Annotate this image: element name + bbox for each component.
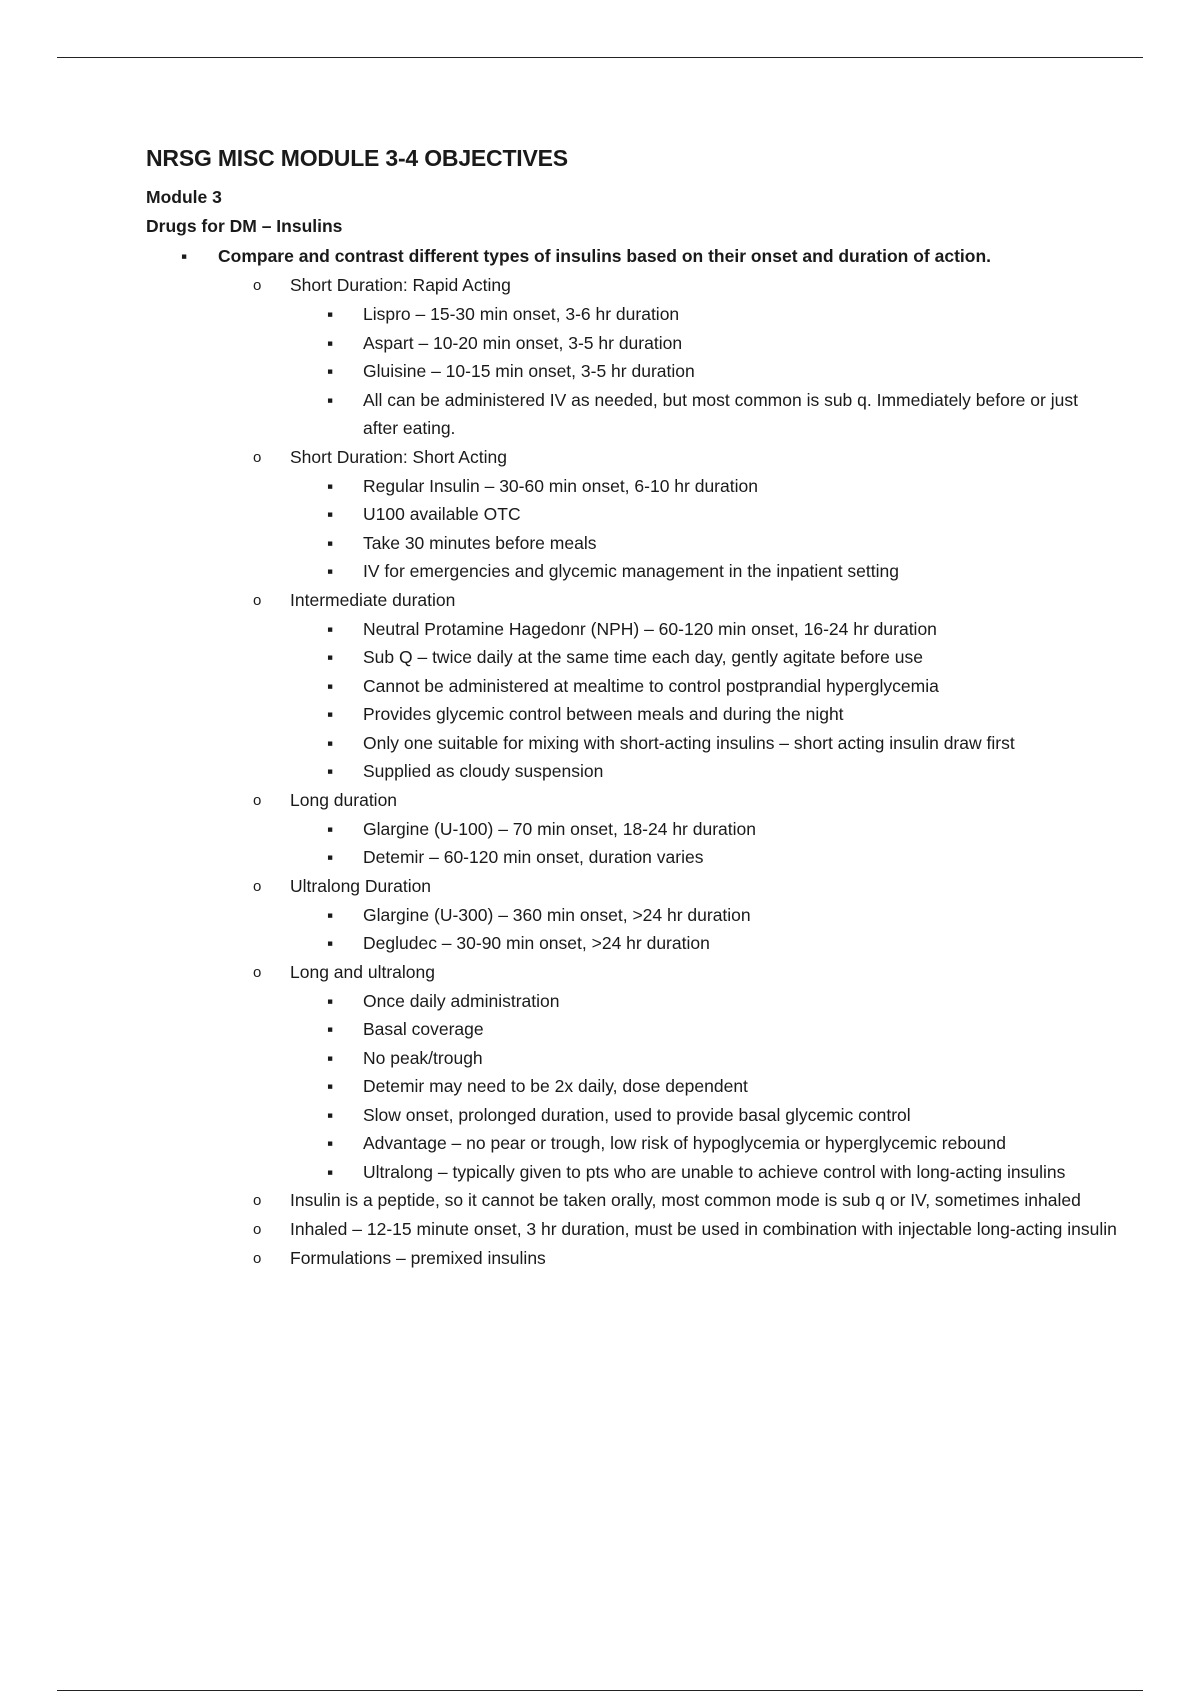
footer-rule — [57, 1690, 1143, 1691]
list-item — [146, 557, 1096, 586]
group-heading: Long and ultralong — [290, 961, 435, 982]
list-item-text: U100 available OTC — [363, 504, 521, 524]
circle-bullet-icon: o — [253, 1221, 262, 1238]
circle-bullet-icon: o — [253, 1250, 262, 1267]
group-heading: Inhaled – 12-15 minute onset, 3 hr duration, must be used in combination with injectable long-acting insulin — [290, 1219, 1117, 1239]
list-item-text: Take 30 minutes before meals — [363, 532, 597, 553]
list-group — [146, 271, 1096, 300]
square-bullet-icon: ▪ — [327, 504, 334, 524]
list-item — [146, 529, 1096, 558]
square-bullet-icon: ▪ — [327, 904, 334, 925]
list-item — [146, 843, 1096, 872]
list-item — [146, 643, 1096, 672]
list-item — [146, 1072, 1096, 1101]
list-group — [146, 872, 1096, 901]
list-item — [146, 500, 1096, 529]
objective-text: Compare and contrast different types of insulins based on their onset and duration of action. — [218, 246, 991, 266]
square-bullet-icon: ▪ — [327, 990, 334, 1011]
square-bullet-icon: ▪ — [327, 561, 334, 581]
group-heading: Intermediate duration — [290, 589, 456, 610]
list-item — [146, 1158, 1096, 1187]
list-group — [146, 786, 1096, 815]
circle-bullet-icon: o — [253, 963, 262, 981]
objective-item — [146, 241, 1096, 271]
list-item-text: Slow onset, prolonged duration, used to provide basal glycemic control — [363, 1104, 911, 1125]
circle-bullet-icon: o — [253, 448, 262, 466]
list-item-text: Regular Insulin – 30-60 min onset, 6-10 hr duration — [363, 475, 758, 496]
module-heading: Module 3 — [146, 187, 222, 207]
group-heading: Short Duration: Rapid Acting — [290, 275, 511, 295]
list-item — [146, 729, 1096, 758]
list-item-text: IV for emergencies and glycemic management in the inpatient setting — [363, 561, 899, 581]
list-item — [146, 700, 1096, 729]
square-bullet-icon: ▪ — [327, 1104, 334, 1125]
square-bullet-icon: ▪ — [327, 1047, 334, 1068]
list-item — [146, 615, 1096, 644]
list-item — [146, 987, 1096, 1016]
square-bullet-icon: ▪ — [327, 332, 334, 353]
circle-bullet-icon: o — [253, 591, 262, 609]
list-group — [146, 1186, 1190, 1215]
list-item-text: No peak/trough — [363, 1047, 483, 1068]
circle-bullet-icon: o — [253, 877, 262, 895]
list-item-text: Ultralong – typically given to pts who are unable to achieve control with long-acting insulins — [363, 1161, 1066, 1182]
square-bullet-icon: ▪ — [327, 1076, 334, 1096]
square-bullet-icon: ▪ — [327, 732, 334, 753]
list-item — [146, 472, 1096, 501]
list-item-text: Once daily administration — [363, 990, 560, 1011]
group-heading: Ultralong Duration — [290, 875, 432, 896]
list-item — [146, 1129, 1096, 1158]
list-item-text: Cannot be administered at mealtime to control postprandial hyperglycemia — [363, 675, 939, 696]
list-item-text: Glargine (U-100) – 70 min onset, 18-24 hr duration — [363, 818, 756, 839]
header-rule — [57, 57, 1143, 58]
list-item-text: Only one suitable for mixing with short-acting insulins – short acting insulin draw first — [363, 732, 1015, 753]
document-body — [146, 145, 1117, 1273]
list-item-text: Sub Q – twice daily at the same time each day, gently agitate before use — [363, 647, 923, 667]
list-item — [146, 672, 1096, 701]
list-item — [146, 386, 1096, 443]
square-bullet-icon: ▪ — [327, 361, 334, 381]
list-group — [146, 1244, 1190, 1273]
list-item-text: Lispro – 15-30 min onset, 3-6 hr duration — [363, 304, 680, 324]
list-group — [146, 586, 1096, 615]
group-heading: Short Duration: Short Acting — [290, 446, 507, 467]
list-item-text: Advantage – no pear or trough, low risk of hypoglycemia or hyperglycemic rebound — [363, 1133, 1006, 1153]
list-item — [146, 757, 1096, 786]
square-bullet-icon: ▪ — [327, 1019, 334, 1039]
list-item — [146, 1044, 1096, 1073]
square-bullet-icon: ▪ — [327, 933, 334, 953]
list-item-text: Supplied as cloudy suspension — [363, 761, 604, 781]
square-bullet-icon: ▪ — [327, 1133, 334, 1153]
list-item-text: Glargine (U-300) – 360 min onset, >24 hr duration — [363, 904, 751, 925]
square-bullet-icon: ▪ — [327, 389, 334, 410]
circle-bullet-icon: o — [253, 277, 262, 294]
square-bullet-icon: ▪ — [327, 647, 334, 667]
list-item — [146, 929, 1096, 958]
list-item — [146, 300, 1096, 329]
square-bullet-icon: ▪ — [327, 761, 334, 781]
square-bullet-icon: ▪ — [327, 532, 334, 553]
list-group — [146, 958, 1096, 987]
square-bullet-icon: ▪ — [327, 675, 334, 696]
page-title: NRSG MISC MODULE 3-4 OBJECTIVES — [146, 145, 568, 171]
list-item-text: Degludec – 30-90 min onset, >24 hr duration — [363, 933, 710, 953]
square-bullet-icon: ▪ — [327, 304, 334, 324]
section-heading: Drugs for DM – Insulins — [146, 216, 343, 236]
circle-bullet-icon: o — [253, 1192, 262, 1209]
list-item-text: Neutral Protamine Hagedonr (NPH) – 60-120 min onset, 16-24 hr duration — [363, 618, 937, 639]
square-bullet-icon: ▪ — [327, 704, 334, 724]
list-item — [146, 357, 1096, 386]
list-item — [146, 1015, 1096, 1044]
list-group — [146, 1215, 1190, 1244]
square-bullet-icon: ▪ — [327, 475, 334, 496]
list-item-text: Basal coverage — [363, 1019, 484, 1039]
list-item-text: Aspart – 10-20 min onset, 3-5 hr duration — [363, 332, 683, 353]
list-item-text: Gluisine – 10-15 min onset, 3-5 hr duration — [363, 361, 695, 381]
list-item — [146, 815, 1096, 844]
list-item — [146, 1101, 1096, 1130]
list-item-text: All can be administered IV as needed, but most common is sub q. Immediately before or just after eating. — [363, 389, 1078, 438]
square-bullet-icon: ▪ — [181, 246, 188, 266]
square-bullet-icon: ▪ — [327, 1161, 334, 1182]
group-heading: Formulations – premixed insulins — [290, 1248, 546, 1268]
list-item — [146, 901, 1096, 930]
list-item-text: Provides glycemic control between meals and during the night — [363, 704, 844, 724]
square-bullet-icon: ▪ — [327, 847, 334, 867]
list-item-text: Detemir – 60-120 min onset, duration varies — [363, 847, 704, 867]
insulin-groups — [146, 271, 1117, 1273]
list-group — [146, 443, 1096, 472]
list-item — [146, 329, 1096, 358]
square-bullet-icon: ▪ — [327, 818, 334, 839]
list-item-text: Detemir may need to be 2x daily, dose dependent — [363, 1076, 748, 1096]
group-heading: Insulin is a peptide, so it cannot be taken orally, most common mode is sub q or IV, sometimes inhaled — [290, 1190, 1081, 1210]
group-heading: Long duration — [290, 789, 398, 810]
circle-bullet-icon: o — [253, 791, 262, 809]
square-bullet-icon: ▪ — [327, 618, 334, 639]
